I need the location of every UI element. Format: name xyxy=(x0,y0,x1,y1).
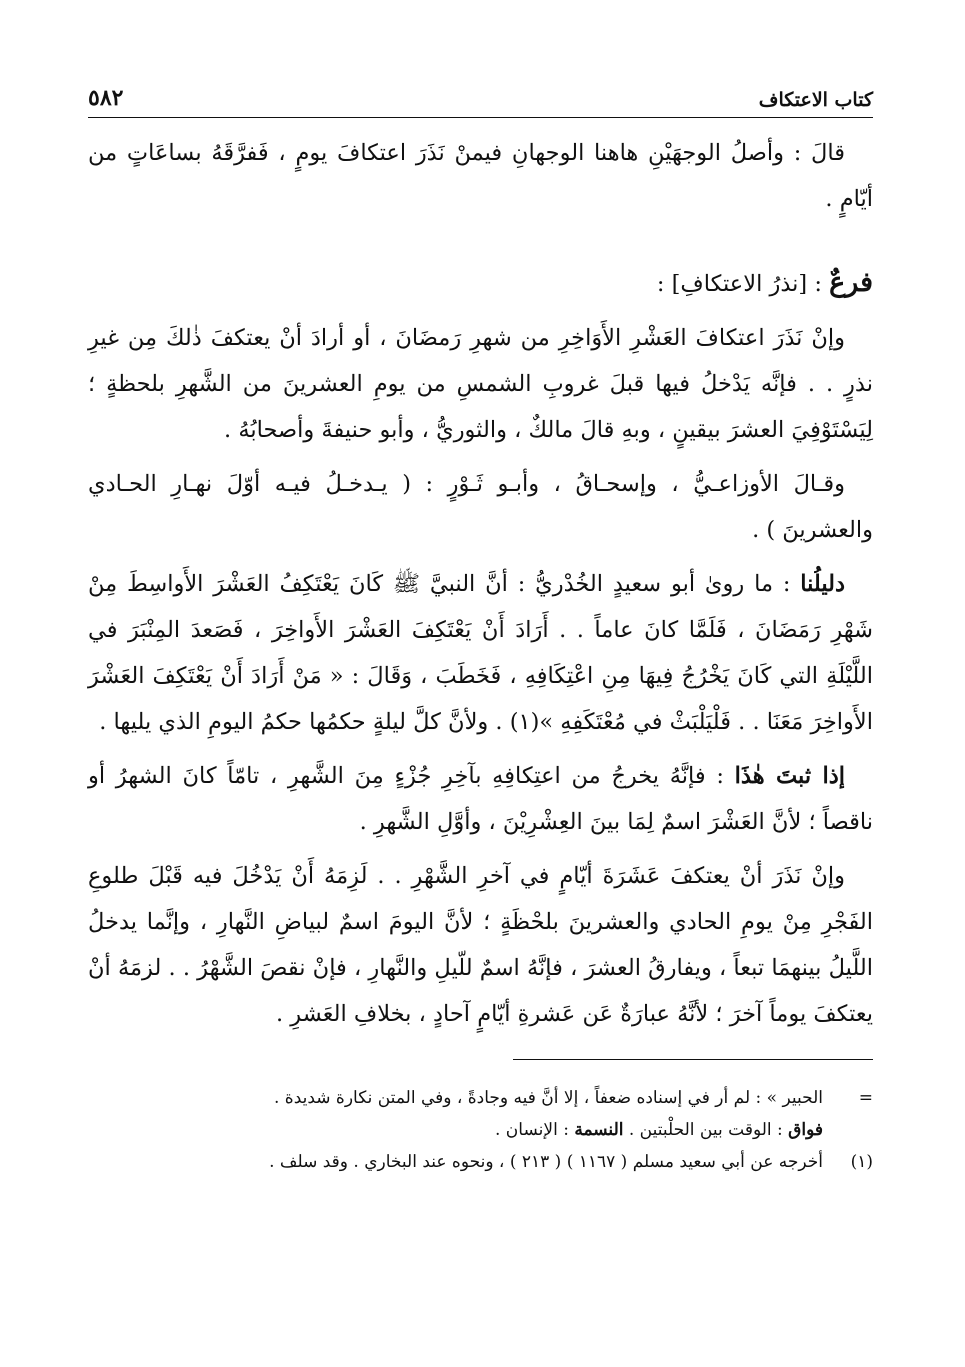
paragraph-4 xyxy=(88,561,873,745)
section-heading xyxy=(88,260,873,307)
main-text xyxy=(88,130,873,1037)
glossary-term-1: فواق xyxy=(788,1120,823,1140)
glossary-def-2: : الإنسان . xyxy=(495,1120,575,1140)
continuation-line-1: الحبير » : لم أر في إسناده ضعفاً ، إلا أنَّ فيه وجادةً ، وفي المتن نكارة شديدة . xyxy=(273,1088,823,1108)
footnotes xyxy=(88,1082,873,1178)
paragraph-2: وإنْ نَذَرَ اعتكافَ العَشْرِ الأَوَاخِرِ من شهرِ رَمضَانَ ، أو أرادَ أنْ يعتكفَ ذٰلكَ مِن غيرِ نذرٍ . . فإنَّه يَدْخلُ فيها قبلَ غروبِ الشمسِ من يومِ العشرينَ من الشَّهرِ بلحظةٍ ؛ لِيَسْتَوْفِيَ العشرَ بيقينٍ ، وبهِ قالَ مالكٌ ، والثوريُّ ، وأبو حنيفةَ وأصحابُهُ . xyxy=(88,325,873,443)
paragraph-5-text: : فإنَّهُ يخرجُ من اعتِكافِهِ بآخِرِ جُزْءٍ مِنَ الشَّهرِ ، تامّاً كانَ الشهرُ أو ناقصاً ؛ لأنَّ العَشْرَ اسمٌ لِمَا بينَ العِشْرِيْنَ ، وأوَّلِ الشَّهرِ . xyxy=(88,763,873,835)
paragraph-4-lead: دليلُنا xyxy=(800,571,845,597)
paragraph-5 xyxy=(88,753,873,845)
continuation-line-2 xyxy=(88,1114,823,1146)
book-page xyxy=(88,80,873,1178)
footnote-divider xyxy=(513,1059,873,1060)
heading-rest: : [نذرُ الاعتكافِ] : xyxy=(656,271,830,297)
running-header xyxy=(88,80,873,118)
heading-lead: فرعٌ xyxy=(829,267,873,298)
footnote-1-mark: (١) xyxy=(850,1152,873,1172)
paragraph-6: وإنْ نَذَرَ أنْ يعتكفَ عَشَرَةَ أيّامٍ في آخرِ الشَّهْرِ . . لَزِمَهُ أَنْ يَدْخُلَ فيه قَبْلَ طلوعِ الفَجْرِ مِنْ يومِ الحادي والعشرينَ بلحْظَةٍ ؛ لأنَّ اليومَ اسمٌ لبياضِ النَّهارِ ، وإنَّما يدخلُ اللَّيلُ بينهمَا تبعاً ، ويفارقُ العشرَ ، فإنَّهُ اسمٌ للّيلِ والنَّهارِ ، فإنْ نقصَ الشَّهْرُ . . لزمَهُ أنْ يعتكفَ يوماً آخرَ ؛ لأنَّهُ عبارَةٌ عَن عَشرةِ أيّامٍ آحادٍ ، بخلافِ العَشرِ . xyxy=(88,863,873,1027)
footnote-1-text: أخرجه عن أبي سعيد مسلم ( ١١٦٧ ) ( ٢١٣ ) ، ونحوه عند البخاري . وقد سلف . xyxy=(269,1152,823,1172)
continuation-mark: = xyxy=(858,1088,873,1108)
page-number: ٥٨٢ xyxy=(88,85,124,111)
glossary-def-1: : الوقت بين الحلْبتين . xyxy=(623,1120,789,1140)
paragraph-1: قالَ : وأصلُ الوجهَيْنِ هاهنا الوجهانِ فيمنْ نَذَرَ اعتكافَ يومٍ ، فَفرَّقَهُ بساعَاتٍ من أيّامٍ . xyxy=(88,140,873,212)
paragraph-4-text: : ما روىٰ أبو سعيدٍ الخُدْريُّ : أنَّ النبيَّ ﷺ كَانَ يَعْتَكِفُ العَشْرَ الأَواسِطَ مِنْ شَهْرِ رَمَضَانَ ، فَلَمَّا كانَ عاماً . . أَرَادَ أَنْ يَعْتَكِفَ العَشْرَ الأَواخِرَ ، فَصَعدَ المِنْبَرَ في اللَّيْلَةِ التي كَانَ يَخْرُجُ فِيهَا مِنِ اعْتِكَافِهِ ، فَخَطَبَ ، وَقَالَ : « مَنْ أَرَادَ أَنْ يَعْتَكِفَ العَشْرَ الأَواخِرَ مَعَنَا . . فَلْيَلْبَثْ في مُعْتَكَفِهِ »(١) . ولأنَّ كلَّ ليلةٍ حكمُها حكمُ اليومِ الذي يليها . xyxy=(88,571,873,735)
book-title: كتاب الاعتكاف xyxy=(758,89,873,111)
paragraph-5-lead: إذا ثبتَ هٰذَا xyxy=(734,763,845,789)
paragraph-3: وقـالَ الأوزاعـيُّ ، وإسحـاقُ ، وأبـو ثَـوْرٍ : ( يـدخـلُ فيـه أوّلَ نهـارِ الحـادي والعشرينَ ) . xyxy=(88,471,873,543)
glossary-term-2: النسمة xyxy=(574,1120,624,1140)
footnote-1 xyxy=(88,1146,873,1178)
footnote-continuation xyxy=(88,1082,873,1146)
